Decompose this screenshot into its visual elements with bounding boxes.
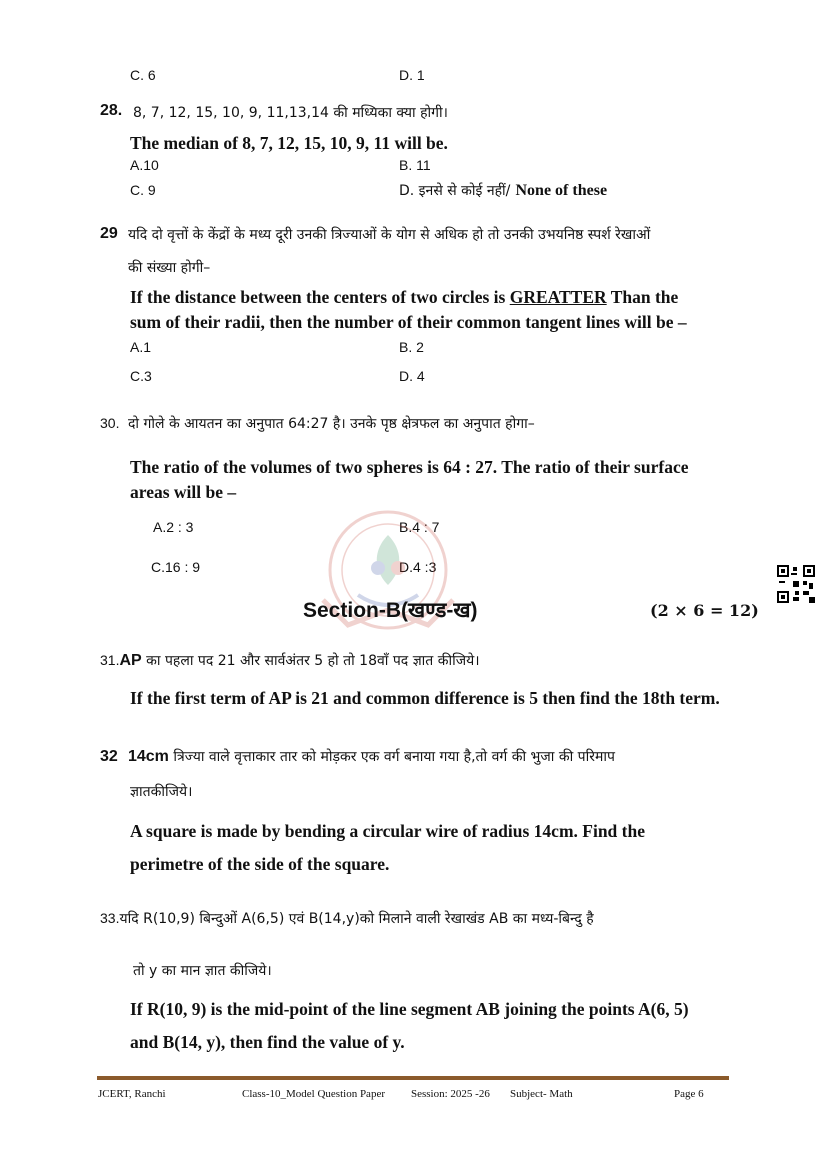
footer-paper: Class-10_Model Question Paper [242, 1088, 385, 1100]
q33-number: 33. [100, 910, 120, 926]
q33-english-line2: and B(14, y), then find the value of y. [130, 1032, 405, 1052]
q30-option-d: D.4 :3 [399, 559, 437, 575]
q28-option-c: C. 9 [130, 182, 156, 198]
q32-english-line1: A square is made by bending a circular wire of radius 14cm. Find the [130, 821, 645, 841]
jcert-logo-watermark-icon [308, 500, 468, 650]
q28-english: The median of 8, 7, 12, 15, 10, 9, 11 will be. [130, 133, 448, 153]
q31-english: If the first term of AP is 21 and common difference is 5 then find the 18th term. [130, 688, 720, 708]
footer-subject: Subject- Math [510, 1088, 573, 1100]
q32-english-line2: perimetre of the side of the square. [130, 854, 390, 874]
q30-hindi: दो गोले के आयतन का अनुपात 64:27 है। उनके पृष्ठ क्षेत्रफल का अनुपात होगा– [128, 416, 535, 432]
q28-option-a: A.10 [130, 157, 159, 173]
footer-session: Session: 2025 -26 [411, 1088, 490, 1100]
q28-hindi: 8, 7, 12, 15, 10, 9, 11,13,14 की मध्यिका क्या होगी। [133, 105, 448, 121]
q29-number: 29 [100, 225, 118, 242]
q29-option-d: D. 4 [399, 368, 425, 384]
q30-english-line1: The ratio of the volumes of two spheres is 64 : 27. The ratio of their surface [130, 457, 689, 477]
q29-english-line1-pre: If the distance between the centers of two circles is [130, 287, 510, 307]
q30-option-a: A.2 : 3 [153, 519, 194, 535]
q28-option-d-english: None of these [515, 182, 608, 199]
q32-hindi-text: त्रिज्या वाले वृत्ताकार तार को मोड़कर एक वर्ग बनाया गया है,तो वर्ग की भुजा की परिमाप [168, 749, 615, 765]
footer-org: JCERT, Ranchi [98, 1088, 166, 1100]
q32-number: 32 [100, 748, 118, 765]
q28-number: 28. [100, 102, 123, 119]
q33-hindi-text: यदि R(10,9) बिन्दुओं A(6,5) एवं B(14,y)को मिलाने वाली रेखाखंड AB का मध्य-बिन्दु है [119, 911, 594, 927]
q29-option-b: B. 2 [399, 339, 424, 355]
q28-option-b: B. 11 [399, 157, 431, 173]
q30-option-c: C.16 : 9 [151, 559, 201, 575]
q31-ap: AP [119, 652, 142, 669]
q29-english-emphasis: GREATTER [509, 287, 607, 307]
q29-option-c: C.3 [130, 368, 152, 384]
q28-option-d-hindi: D. इनसे से कोई नहीं/ [399, 183, 511, 199]
q29-hindi-line2: की संख्या होगी– [128, 260, 211, 276]
q27-option-c: C. 6 [130, 67, 156, 83]
q33-hindi-line2: तो y का मान ज्ञात कीजिये। [133, 963, 272, 979]
q33-english-line1: If R(10, 9) is the mid-point of the line segment AB joining the points A(6, 5) [130, 999, 689, 1019]
q28-option-d [399, 180, 607, 200]
q31-number: 31. [100, 652, 120, 668]
q27-option-d: D. 1 [399, 67, 425, 83]
q30-english-line2: areas will be – [130, 482, 237, 502]
section-b-marks: (2 × 6 = 12) [650, 601, 759, 620]
q33-hindi-line1 [100, 908, 594, 928]
q32-hindi-line2: ज्ञातकीजिये। [130, 784, 193, 800]
footer-page: Page 6 [674, 1088, 704, 1100]
q32-radius: 14cm [127, 748, 169, 765]
qr-code-icon [777, 565, 815, 603]
q29-english-line1 [130, 287, 678, 308]
q29-hindi-line1: यदि दो वृत्तों के केंद्रों के मध्य दूरी उनकी त्रिज्याओं के योग से अधिक हो तो उनकी उभयनिष्ठ स्पर्श रेखाओं [128, 227, 651, 243]
q29-option-a: A.1 [130, 339, 152, 355]
q30-option-b: B.4 : 7 [399, 519, 440, 535]
q31-hindi [100, 650, 480, 670]
footer-rule [97, 1076, 729, 1080]
q31-hindi-text: का पहला पद 21 और सार्वअंतर 5 हो तो 18वाँ पद ज्ञात कीजिये। [141, 653, 480, 669]
q29-english-line2: sum of their radii, then the number of their common tangent lines will be – [130, 312, 687, 332]
q30-number: 30. [100, 415, 120, 431]
q29-english-line1-post: Than the [606, 287, 679, 307]
q32-hindi-line1 [100, 746, 615, 766]
section-b-title: Section-B(खण्ड-ख) [303, 599, 478, 622]
